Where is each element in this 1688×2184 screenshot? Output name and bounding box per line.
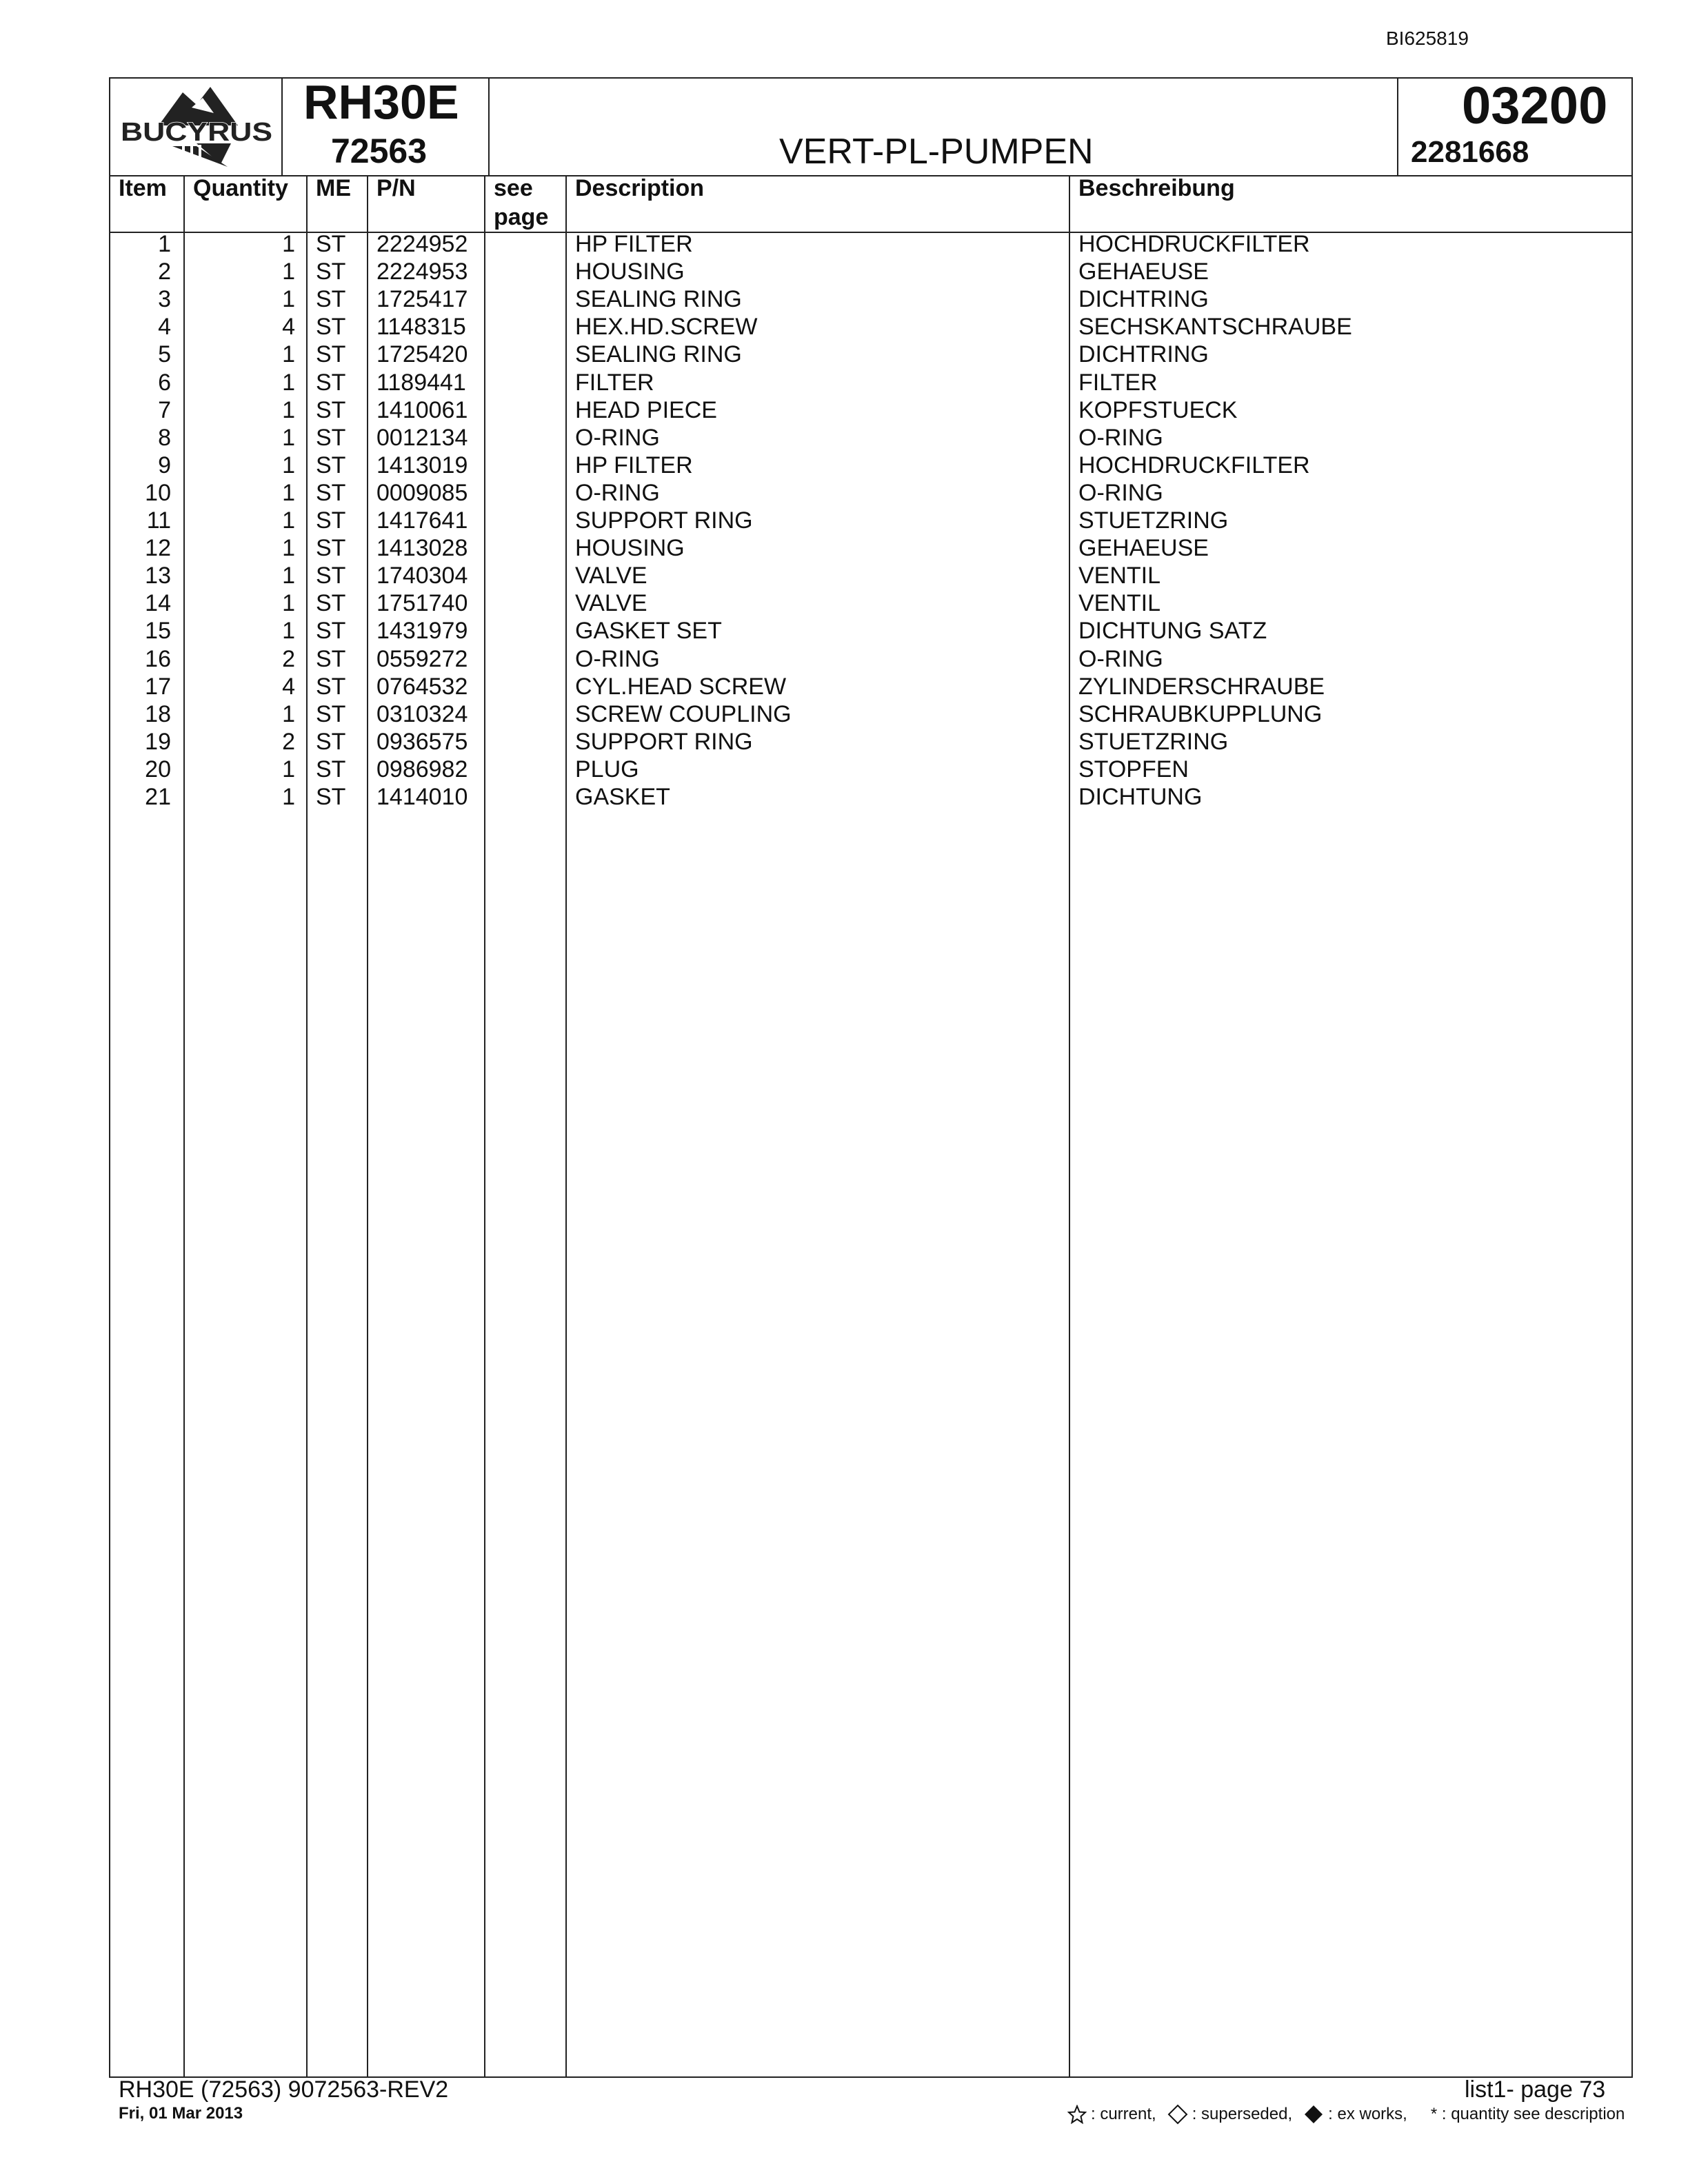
row-quantity: 1 <box>282 535 295 562</box>
row-beschreibung: FILTER <box>1078 369 1158 396</box>
row-part-number: 0310324 <box>376 700 468 727</box>
row-quantity: 1 <box>282 231 295 257</box>
row-me: ST <box>316 590 346 617</box>
header-divider <box>488 79 490 175</box>
column-divider <box>306 175 308 2078</box>
row-item: 15 <box>145 618 171 645</box>
row-beschreibung: STUETZRING <box>1078 728 1229 755</box>
row-part-number: 1148315 <box>376 314 466 341</box>
row-quantity: 1 <box>282 784 295 810</box>
assembly-part-number: 2281668 <box>1411 135 1529 169</box>
row-quantity: 1 <box>282 563 295 589</box>
row-part-number: 1417641 <box>376 507 468 534</box>
row-item: 5 <box>158 341 171 368</box>
row-beschreibung: DICHTUNG SATZ <box>1078 618 1267 645</box>
row-item: 7 <box>158 396 171 423</box>
bucyrus-logo <box>117 77 276 174</box>
row-part-number: 0559272 <box>376 645 468 672</box>
row-item: 9 <box>158 452 171 478</box>
legend-ex-works: : ex works, <box>1328 2105 1407 2123</box>
row-description: PLUG <box>575 756 639 782</box>
row-description: FILTER <box>575 369 654 396</box>
row-item: 4 <box>158 314 171 341</box>
row-part-number: 1189441 <box>376 369 466 396</box>
row-me: ST <box>316 369 346 396</box>
diamond-filled-icon <box>1303 2104 1324 2125</box>
row-item: 3 <box>158 286 171 313</box>
row-me: ST <box>316 728 346 755</box>
row-part-number: 1413019 <box>376 452 468 478</box>
row-beschreibung: VENTIL <box>1078 563 1161 589</box>
column-divider <box>565 175 567 2078</box>
row-quantity: 4 <box>282 673 295 700</box>
row-part-number: 1414010 <box>376 784 468 810</box>
row-beschreibung: DICHTRING <box>1078 341 1209 368</box>
row-quantity: 1 <box>282 452 295 478</box>
row-beschreibung: SECHSKANTSCHRAUBE <box>1078 314 1352 341</box>
row-description: HOUSING <box>575 535 685 562</box>
row-me: ST <box>316 396 346 423</box>
footer-date: Fri, 01 Mar 2013 <box>119 2104 243 2123</box>
row-beschreibung: SCHRAUBKUPPLUNG <box>1078 700 1323 727</box>
model-name: RH30E <box>303 75 459 129</box>
column-header-beschreibung: Beschreibung <box>1078 175 1235 201</box>
row-beschreibung: STUETZRING <box>1078 507 1229 534</box>
row-item: 12 <box>145 535 171 562</box>
column-divider <box>484 175 485 2078</box>
svg-text:BUCYRUS: BUCYRUS <box>121 118 272 147</box>
row-description: GASKET <box>575 784 670 810</box>
row-part-number: 1740304 <box>376 563 468 589</box>
row-item: 11 <box>146 507 171 534</box>
row-quantity: 1 <box>282 756 295 782</box>
row-me: ST <box>316 673 346 700</box>
footer-page-number: list1- page 73 <box>1465 2076 1606 2103</box>
row-item: 14 <box>145 590 171 617</box>
row-description: O-RING <box>575 479 660 506</box>
row-beschreibung: O-RING <box>1078 424 1163 451</box>
row-description: O-RING <box>575 645 660 672</box>
row-quantity: 1 <box>282 424 295 451</box>
legend-quantity: * : quantity see description <box>1430 2105 1625 2123</box>
row-quantity: 1 <box>282 341 295 368</box>
row-me: ST <box>316 507 346 534</box>
row-description: HEX.HD.SCREW <box>575 314 758 341</box>
row-beschreibung: ZYLINDERSCHRAUBE <box>1078 673 1325 700</box>
row-me: ST <box>316 341 346 368</box>
row-beschreibung: STOPFEN <box>1078 756 1189 782</box>
footer-legend <box>1067 2104 1625 2125</box>
row-quantity: 4 <box>282 314 295 341</box>
page-title: VERT-PL-PUMPEN <box>779 132 1094 172</box>
row-part-number: 0009085 <box>376 479 468 506</box>
row-description: HP FILTER <box>575 231 693 257</box>
row-description: SEALING RING <box>575 341 742 368</box>
row-item: 2 <box>158 259 171 285</box>
row-beschreibung: HOCHDRUCKFILTER <box>1078 452 1310 478</box>
row-description: SUPPORT RING <box>575 728 753 755</box>
row-me: ST <box>316 645 346 672</box>
row-description: CYL.HEAD SCREW <box>575 673 787 700</box>
legend-current: : current, <box>1091 2105 1156 2123</box>
row-description: HEAD PIECE <box>575 396 717 423</box>
row-part-number: 2224953 <box>376 259 468 285</box>
column-header-quantity: Quantity <box>193 175 288 201</box>
row-me: ST <box>316 452 346 478</box>
row-item: 16 <box>145 645 171 672</box>
row-quantity: 1 <box>282 507 295 534</box>
row-beschreibung: VENTIL <box>1078 590 1161 617</box>
row-item: 1 <box>158 231 171 257</box>
document-id: BI625819 <box>1386 28 1469 49</box>
row-me: ST <box>316 424 346 451</box>
row-item: 18 <box>145 700 171 727</box>
column-header-item: Item <box>119 175 167 201</box>
row-description: GASKET SET <box>575 618 722 645</box>
row-me: ST <box>316 314 346 341</box>
column-divider <box>367 175 368 2078</box>
row-item: 13 <box>145 563 171 589</box>
header-divider <box>281 79 283 175</box>
row-quantity: 1 <box>282 259 295 285</box>
row-description: SUPPORT RING <box>575 507 753 534</box>
row-beschreibung: GEHAEUSE <box>1078 259 1209 285</box>
row-me: ST <box>316 784 346 810</box>
column-header-page: page <box>494 204 549 230</box>
row-quantity: 1 <box>282 479 295 506</box>
row-quantity: 1 <box>282 618 295 645</box>
row-part-number: 1751740 <box>376 590 468 617</box>
row-quantity: 1 <box>282 396 295 423</box>
row-beschreibung: O-RING <box>1078 645 1163 672</box>
row-quantity: 2 <box>282 645 295 672</box>
serial-number: 72563 <box>331 132 428 170</box>
row-description: VALVE <box>575 590 647 617</box>
column-divider <box>1069 175 1070 2078</box>
row-item: 17 <box>145 673 171 700</box>
row-me: ST <box>316 259 346 285</box>
row-part-number: 0764532 <box>376 673 468 700</box>
column-header-me: ME <box>316 175 351 201</box>
row-description: HP FILTER <box>575 452 693 478</box>
header-divider <box>1397 79 1398 175</box>
row-me: ST <box>316 286 346 313</box>
row-beschreibung: HOCHDRUCKFILTER <box>1078 231 1310 257</box>
row-quantity: 1 <box>282 590 295 617</box>
row-beschreibung: O-RING <box>1078 479 1163 506</box>
row-me: ST <box>316 231 346 257</box>
row-beschreibung: DICHTUNG <box>1078 784 1203 810</box>
row-item: 21 <box>145 784 171 810</box>
row-item: 6 <box>158 369 171 396</box>
column-header-pn: P/N <box>376 175 416 201</box>
row-beschreibung: GEHAEUSE <box>1078 535 1209 562</box>
row-item: 8 <box>158 424 171 451</box>
row-quantity: 1 <box>282 286 295 313</box>
row-beschreibung: DICHTRING <box>1078 286 1209 313</box>
star-outline-icon <box>1067 2105 1087 2124</box>
group-number: 03200 <box>1462 77 1608 135</box>
row-me: ST <box>316 563 346 589</box>
row-part-number: 1431979 <box>376 618 468 645</box>
row-me: ST <box>316 756 346 782</box>
row-description: O-RING <box>575 424 660 451</box>
row-description: VALVE <box>575 563 647 589</box>
column-header-description: Description <box>575 175 705 201</box>
row-part-number: 0012134 <box>376 424 468 451</box>
row-me: ST <box>316 700 346 727</box>
row-description: SEALING RING <box>575 286 742 313</box>
diamond-outline-icon <box>1167 2104 1188 2125</box>
row-part-number: 1725417 <box>376 286 468 313</box>
row-part-number: 1413028 <box>376 535 468 562</box>
row-part-number: 0936575 <box>376 728 468 755</box>
row-quantity: 2 <box>282 728 295 755</box>
row-beschreibung: KOPFSTUECK <box>1078 396 1238 423</box>
row-part-number: 1410061 <box>376 396 468 423</box>
legend-superseded: : superseded, <box>1192 2105 1293 2123</box>
row-item: 10 <box>145 479 171 506</box>
row-item: 19 <box>145 728 171 755</box>
row-part-number: 1725420 <box>376 341 468 368</box>
row-me: ST <box>316 535 346 562</box>
row-item: 20 <box>145 756 171 782</box>
footer-document-reference: RH30E (72563) 9072563-REV2 <box>119 2076 449 2103</box>
row-part-number: 2224952 <box>376 231 468 257</box>
column-divider <box>183 175 185 2078</box>
row-part-number: 0986982 <box>376 756 468 782</box>
column-header-see: see <box>494 175 533 201</box>
row-description: SCREW COUPLING <box>575 700 792 727</box>
row-description: HOUSING <box>575 259 685 285</box>
row-me: ST <box>316 618 346 645</box>
row-me: ST <box>316 479 346 506</box>
row-quantity: 1 <box>282 700 295 727</box>
row-quantity: 1 <box>282 369 295 396</box>
